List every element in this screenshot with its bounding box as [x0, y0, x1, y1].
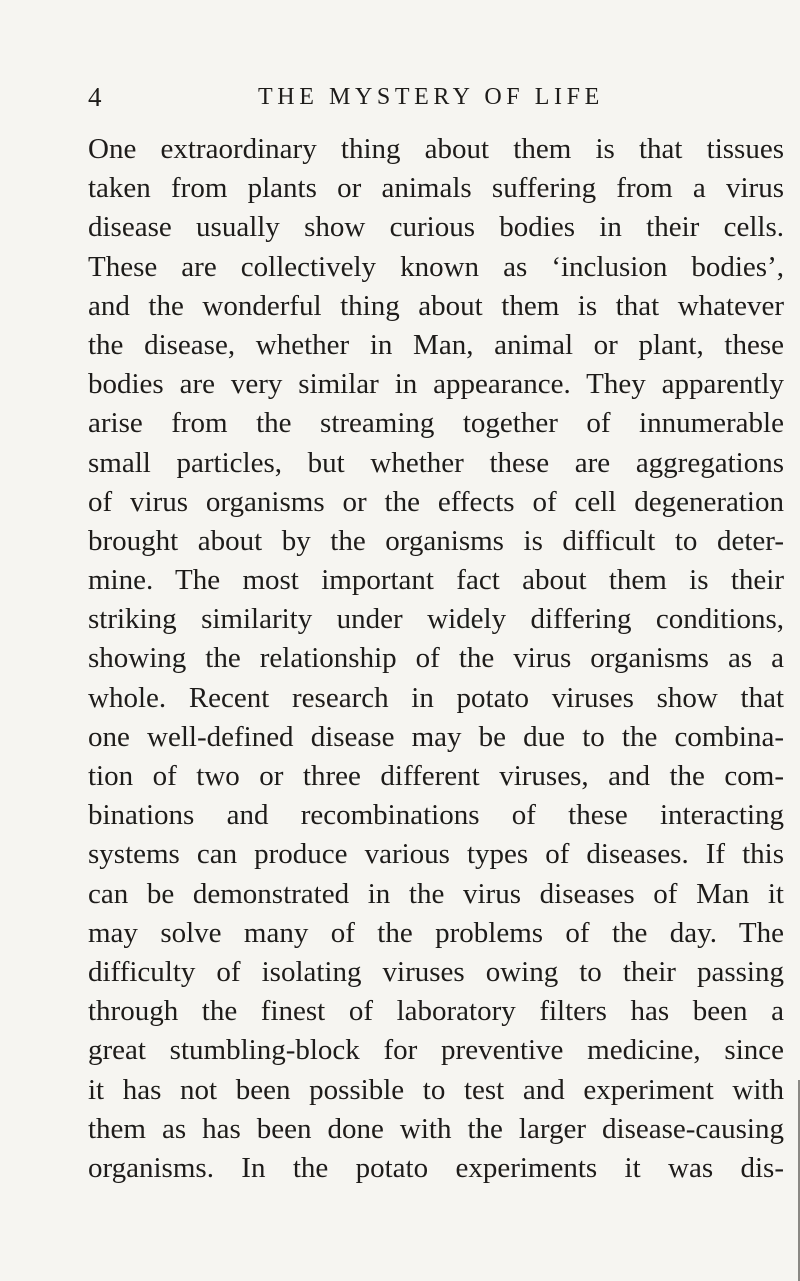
- text-line: One extraordinary thing about them is that tissues: [88, 133, 784, 165]
- text-line: disease usually show curious bodies in their cells.: [88, 211, 784, 244]
- text-line: tion of two or three different viruses, and the com-: [88, 760, 784, 792]
- text-line: and the wonderful thing about them is that whatever: [88, 289, 784, 322]
- text-line: one well-defined disease may be due to the combina-: [88, 720, 784, 753]
- text-line: difficulty of isolating viruses owing to their passing: [88, 955, 784, 988]
- text-line: it has not been possible to test and experiment with: [88, 1073, 784, 1106]
- text-line: small particles, but whether these are aggregations: [88, 446, 784, 479]
- text-line: bodies are very similar in appearance. They apparently: [88, 368, 784, 401]
- running-title: THE MYSTERY OF LIFE: [258, 84, 604, 110]
- text-line: of virus organisms or the effects of cell degeneration: [88, 485, 784, 518]
- text-line: can be demonstrated in the virus diseases of Man it: [88, 877, 784, 910]
- running-head: [88, 80, 788, 120]
- text-line: binations and recombinations of these interacting: [88, 799, 784, 832]
- text-line: them as has been done with the larger disease-causing: [88, 1112, 784, 1145]
- text-line: through the finest of laboratory filters has been a: [88, 995, 784, 1028]
- text-line: arise from the streaming together of innumerable: [88, 407, 784, 440]
- text-line: brought about by the organisms is difficult to deter-: [88, 524, 784, 557]
- text-line: great stumbling-block for preventive medicine, since: [88, 1034, 784, 1067]
- text-line: whole. Recent research in potato viruses show that: [88, 681, 784, 714]
- page-number: 4: [88, 82, 102, 112]
- text-line: may solve many of the problems of the day. The: [88, 916, 784, 949]
- body-paragraph: [88, 130, 784, 1188]
- text-line: taken from plants or animals suffering from a virus: [88, 172, 784, 205]
- text-line: the disease, whether in Man, animal or plant, these: [88, 328, 784, 361]
- text-line: systems can produce various types of diseases. If this: [88, 838, 784, 871]
- text-line: organisms. In the potato experiments it was dis-: [88, 1151, 784, 1184]
- text-line: mine. The most important fact about them is their: [88, 564, 784, 597]
- text-line: These are collectively known as ‘inclusion bodies’,: [88, 250, 784, 283]
- text-line: striking similarity under widely differing conditions,: [88, 603, 784, 636]
- text-line: showing the relationship of the virus organisms as a: [88, 642, 784, 675]
